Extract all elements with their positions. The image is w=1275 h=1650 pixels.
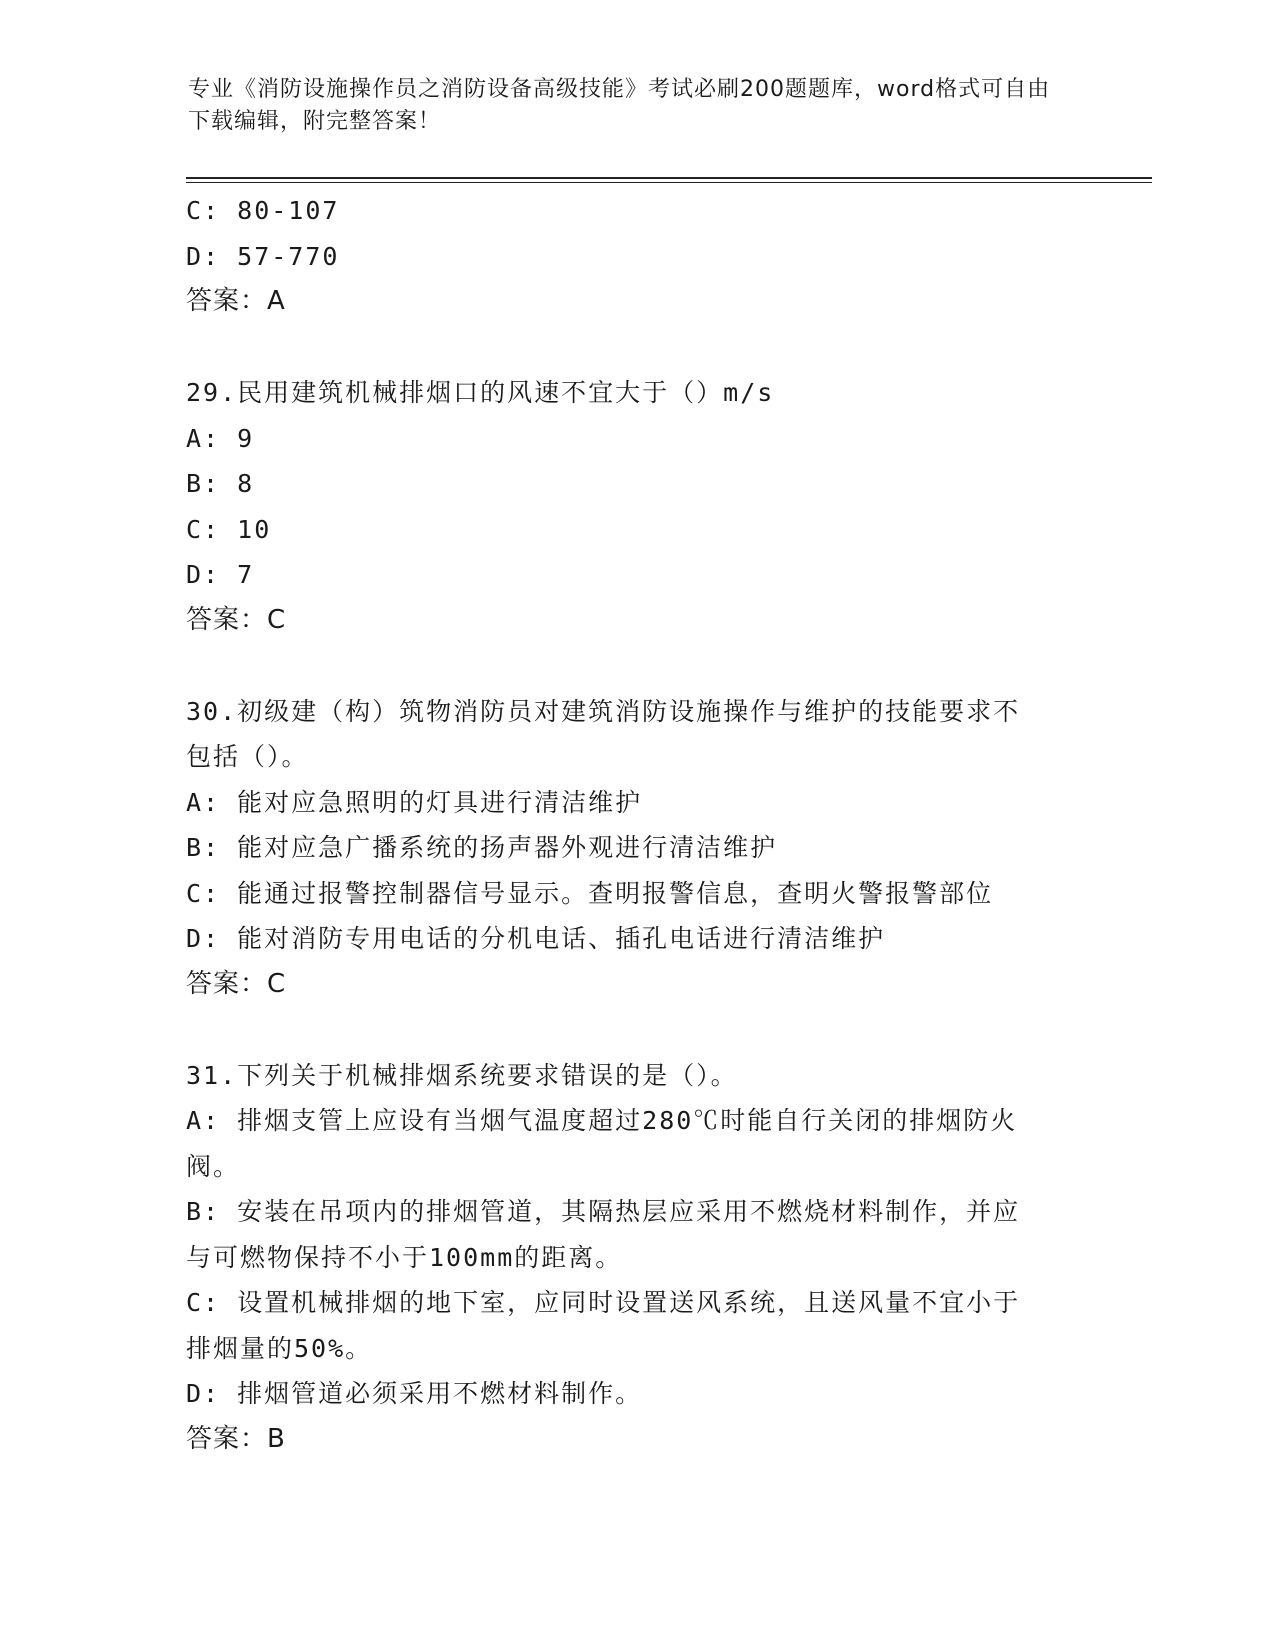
answer-line: 答案：A (186, 286, 286, 316)
spacer (186, 325, 1086, 371)
question-stem-line-1: 30.初级建（构）筑物消防员对建筑消防设施操作与维护的技能要求不 (186, 696, 1021, 726)
option-a-line-1: A: 排烟支管上应设有当烟气温度超过280℃时能自行关闭的排烟防火 (186, 1106, 1018, 1135)
question-stem: 31.下列关于机械排烟系统要求错误的是（）。 (186, 1060, 738, 1090)
answer-line: 答案：C (186, 968, 287, 999)
option-c-line-1: C: 设置机械排烟的地下室，应同时设置送风系统，且送风量不宜小于 (186, 1288, 1021, 1317)
header-divider-thin (186, 182, 1152, 183)
page-header-title: 专业《消防设施操作员之消防设备高级技能》考试必刷200题题库，word格式可自由下载编辑，附完整答案！ (188, 77, 1051, 134)
question-content (186, 188, 1086, 1462)
option-d: D: 能对消防专用电话的分机电话、插孔电话进行清洁维护 (186, 924, 886, 953)
option-d: D: 57-770 (186, 241, 340, 271)
question-28-tail (186, 188, 1086, 325)
option-c: C: 10 (186, 514, 272, 544)
option-c: C: 能通过报警控制器信号显示。查明报警信息，查明火警报警部位 (186, 878, 994, 908)
option-c-line-2: 排烟量的50%。 (186, 1333, 373, 1363)
option-b-line-2: 与可燃物保持不小于100mm的距离。 (186, 1242, 623, 1272)
question-30 (186, 689, 1086, 1008)
answer-line: 答案：B (186, 1423, 286, 1454)
option-a: A: 9 (186, 423, 255, 453)
question-stem-line-2: 包括（）。 (186, 742, 309, 771)
question-29 (186, 370, 1086, 643)
question-31 (186, 1053, 1086, 1463)
option-b: B: 能对应急广播系统的扬声器外观进行清洁维护 (186, 833, 778, 862)
option-d: D: 7 (186, 560, 255, 589)
option-b: B: 8 (186, 469, 255, 498)
option-d: D: 排烟管道必须采用不燃材料制作。 (186, 1379, 643, 1408)
answer-line: 答案：C (186, 604, 287, 635)
spacer (186, 1007, 1086, 1053)
header-divider-thick (186, 177, 1152, 179)
option-a: A: 能对应急照明的灯具进行清洁维护 (186, 787, 643, 817)
option-b-line-1: B: 安装在吊项内的排烟管道，其隔热层应采用不燃烧材料制作，并应 (186, 1197, 1021, 1226)
option-a-line-2: 阀。 (186, 1151, 241, 1181)
question-stem: 29.民用建筑机械排烟口的风速不宜大于（）m/s (186, 378, 775, 407)
option-c: C: 80-107 (186, 196, 340, 225)
spacer (186, 643, 1086, 689)
